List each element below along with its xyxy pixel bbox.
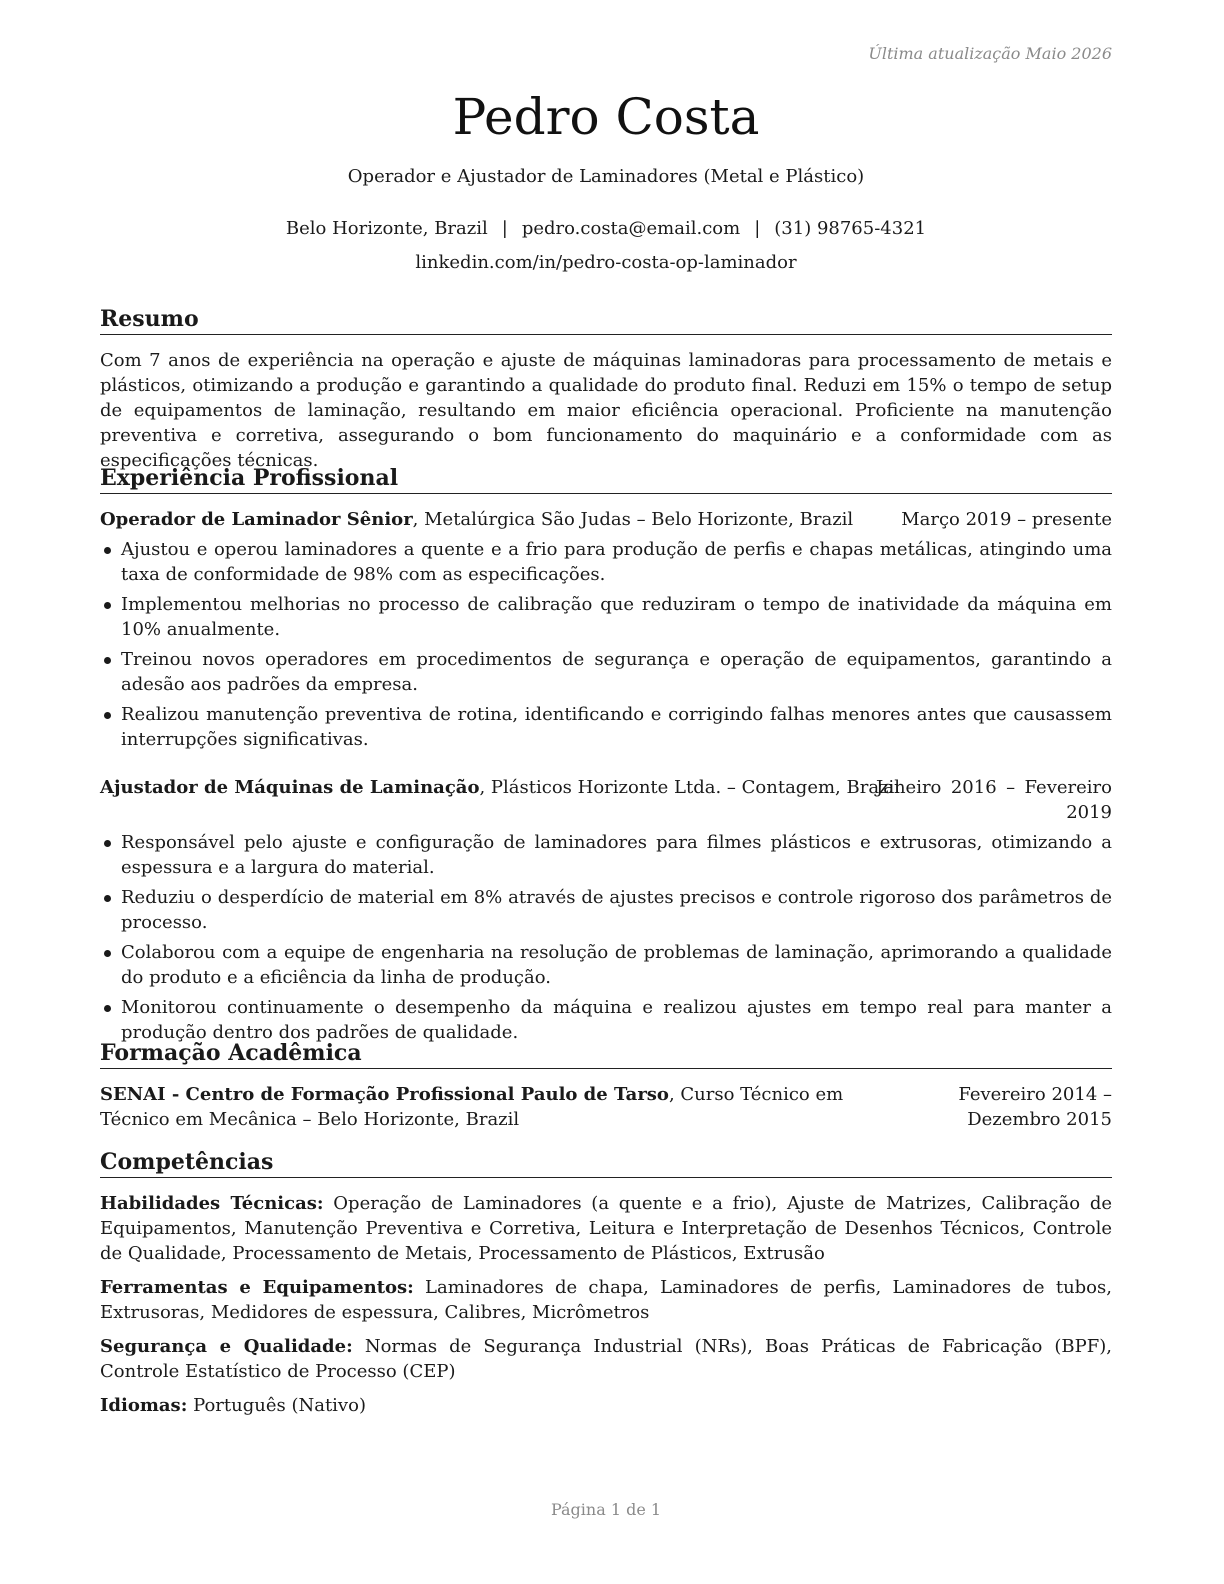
skills-group xyxy=(100,1393,1112,1418)
candidate-subtitle: Operador e Ajustador de Laminadores (Metal e Plástico) xyxy=(347,166,865,187)
list-item: Colaborou com a equipe de engenharia na resolução de problemas de laminação, aprimorando a qualidade do produto e a eficiência da linha de produção. xyxy=(100,940,1112,990)
education-date: Fevereiro 2014 – Dezembro 2015 xyxy=(958,1084,1112,1130)
job-header xyxy=(100,775,1112,823)
section-title-skills: Competências xyxy=(100,1148,1112,1178)
contact-separator: | xyxy=(754,218,761,239)
last-updated: Última atualização Maio 2026 xyxy=(868,44,1112,63)
skills-text: Laminadores de chapa, Laminadores de perfis, Laminadores de tubos, Extrusoras, Medidores de espessura, Calibres, Micrômetros xyxy=(100,1277,1112,1323)
job-role: Operador de Laminador Sênior xyxy=(100,509,413,530)
skills-label: Habilidades Técnicas: xyxy=(100,1193,324,1214)
contact-separator: | xyxy=(501,218,508,239)
job-company: , Metalúrgica São Judas – Belo Horizonte, Brazil xyxy=(412,509,854,530)
job-header xyxy=(100,507,1112,532)
job-bullets xyxy=(100,830,1112,1050)
list-item: Implementou melhorias no processo de calibração que reduziram o tempo de inatividade da máquina em 10% anualmente. xyxy=(100,592,1112,642)
skills-text: Operação de Laminadores (a quente e a frio), Ajuste de Matrizes, Calibração de Equipamentos, Manutenção Preventiva e Corretiva, Leitura e Interpretação de Desenhos Técnicos, Controle de Qualidade, Processamento de Metais, Processamento de Plásticos, Extrusão xyxy=(100,1193,1112,1264)
skills-label: Ferramentas e Equipamentos: xyxy=(100,1277,414,1298)
skills-label: Idiomas: xyxy=(100,1395,188,1416)
job-role: Ajustador de Máquinas de Laminação xyxy=(100,777,480,798)
linkedin-link[interactable]: linkedin.com/in/pedro-costa-op-laminador xyxy=(415,252,797,273)
section-title-summary: Resumo xyxy=(100,305,1112,335)
job-company: , Plásticos Horizonte Ltda. – Contagem, Brazil xyxy=(479,777,901,798)
education-entry xyxy=(100,1082,1112,1132)
section-title-experience: Experiência Profissional xyxy=(100,464,1112,494)
skills-label: Segurança e Qualidade: xyxy=(100,1336,353,1357)
skills-text: Normas de Segurança Industrial (NRs), Boas Práticas de Fabricação (BPF), Controle Estatístico de Processo (CEP) xyxy=(100,1336,1112,1382)
phone: (31) 98765-4321 xyxy=(774,218,927,239)
education-text xyxy=(100,1082,870,1132)
page-number: Página 1 de 1 xyxy=(550,1500,662,1519)
list-item: Treinou novos operadores em procedimentos de segurança e operação de equipamentos, garantindo a adesão aos padrões da empresa. xyxy=(100,647,1112,697)
section-title-education: Formação Acadêmica xyxy=(100,1039,1112,1069)
list-item: Realizou manutenção preventiva de rotina, identificando e corrigindo falhas menores antes que causassem interrupções significativas. xyxy=(100,702,1112,752)
location: Belo Horizonte, Brazil xyxy=(285,218,488,239)
contact-line xyxy=(100,218,1112,239)
job-date: Março 2019 – presente xyxy=(901,509,1112,530)
list-item: Ajustou e operou laminadores a quente e a frio para produção de perfis e chapas metálicas, atingindo uma taxa de conformidade de 98% com as especificações. xyxy=(100,537,1112,587)
list-item: Monitorou continuamente o desempenho da máquina e realizou ajustes em tempo real para manter a produção dentro dos padrões de qualidade. xyxy=(100,995,1112,1045)
resume-page xyxy=(100,0,1112,1584)
job-date: Janeiro 2016 – Fevereiro 2019 xyxy=(876,777,1112,823)
list-item: Reduziu o desperdício de material em 8% através de ajustes precisos e controle rigoroso dos parâmetros de processo. xyxy=(100,885,1112,935)
summary-text: Com 7 anos de experiência na operação e ajuste de máquinas laminadoras para processamento de metais e plásticos, otimizando a produção e garantindo a qualidade do produto final. Reduzi em 15% o tempo de setup de equipamentos de laminação, resultando em maior eficiência operacional. Proficiente na manutenção preventiva e corretiva, assegurando o bom funcionamento do maquinário e a conformidade com as especificações técnicas. xyxy=(100,350,1112,471)
education-institution: SENAI - Centro de Formação Profissional Paulo de Tarso xyxy=(100,1084,669,1105)
email-link[interactable]: pedro.costa@email.com xyxy=(521,218,741,239)
candidate-name: Pedro Costa xyxy=(452,88,760,146)
skills-group xyxy=(100,1191,1112,1266)
skills-text: Português (Nativo) xyxy=(187,1395,366,1416)
skills-group xyxy=(100,1334,1112,1384)
skills-group xyxy=(100,1275,1112,1325)
job-bullets xyxy=(100,537,1112,757)
list-item: Responsável pelo ajuste e configuração de laminadores para filmes plásticos e extrusoras, otimizando a espessura e a largura do material. xyxy=(100,830,1112,880)
education-course: , Curso Técnico em Técnico em Mecânica – Belo Horizonte, Brazil xyxy=(100,1084,844,1130)
